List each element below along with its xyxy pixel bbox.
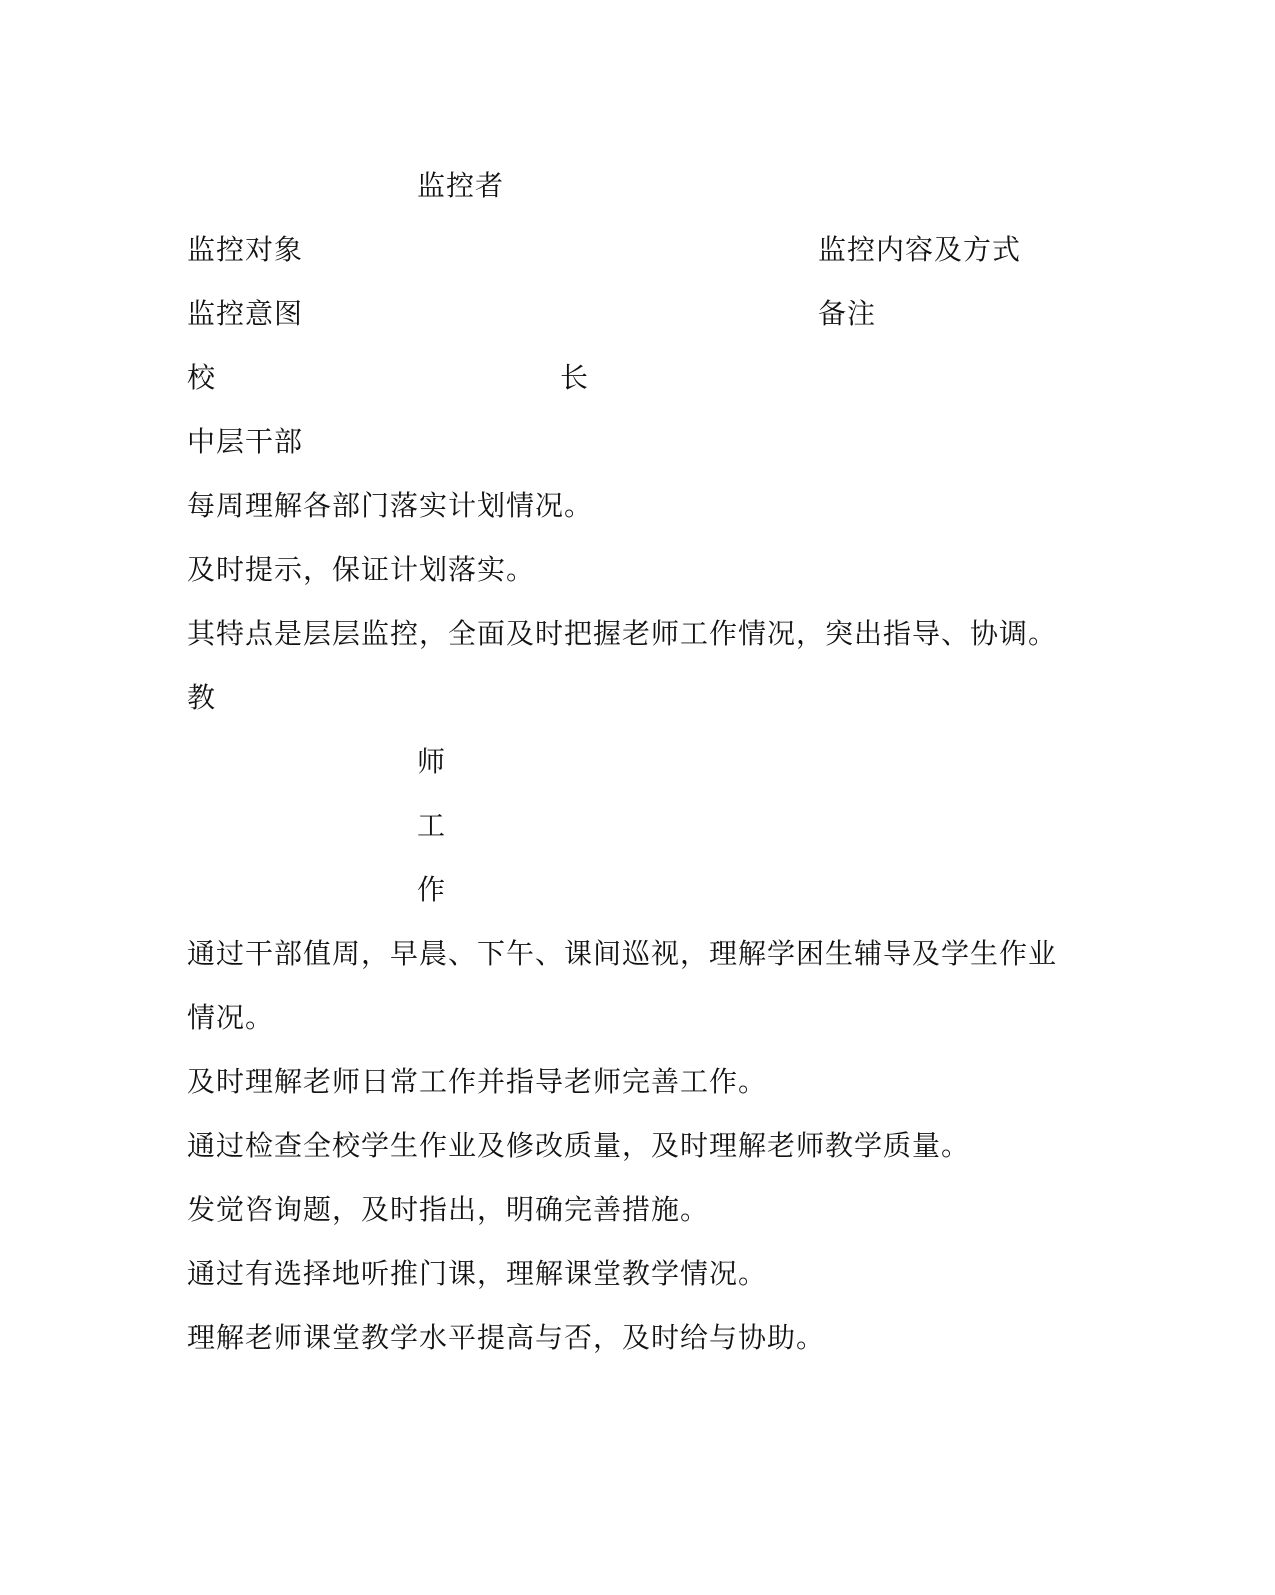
principal-row: 其特点是层层监控，全面及时把握老师工作情况，突出指导、协调。 (187, 617, 1058, 650)
header-monitor: 监控者 (417, 169, 505, 202)
principal-char-1: 校 (187, 361, 217, 394)
teacher-work-char: 教 (187, 681, 217, 714)
teacher-row: 及时理解老师日常工作并指导老师完善工作。 (187, 1065, 768, 1098)
header-object: 监控对象 (187, 233, 304, 266)
principal-char-2: 长 (560, 361, 590, 394)
teacher-work-char: 工 (417, 809, 447, 842)
header-remark: 备注 (818, 297, 877, 330)
principal-row: 每周理解各部门落实计划情况。 (187, 489, 594, 522)
teacher-work-char: 作 (417, 873, 447, 906)
teacher-row: 情况。 (187, 1001, 275, 1034)
middle-cadre-label: 中层干部 (187, 425, 304, 458)
teacher-work-char: 师 (417, 745, 447, 778)
teacher-row: 通过干部值周，早晨、下午、课间巡视，理解学困生辅导及学生作业 (187, 937, 1058, 970)
header-purpose: 监控意图 (187, 297, 304, 330)
teacher-row: 理解老师课堂教学水平提高与否，及时给与协助。 (187, 1321, 826, 1354)
teacher-row: 发觉咨询题，及时指出，明确完善措施。 (187, 1193, 710, 1226)
teacher-row: 通过检查全校学生作业及修改质量，及时理解老师教学质量。 (187, 1129, 971, 1162)
principal-row: 及时提示，保证计划落实。 (187, 553, 536, 586)
header-content-method: 监控内容及方式 (818, 233, 1022, 266)
teacher-row: 通过有选择地听推门课，理解课堂教学情况。 (187, 1257, 768, 1290)
